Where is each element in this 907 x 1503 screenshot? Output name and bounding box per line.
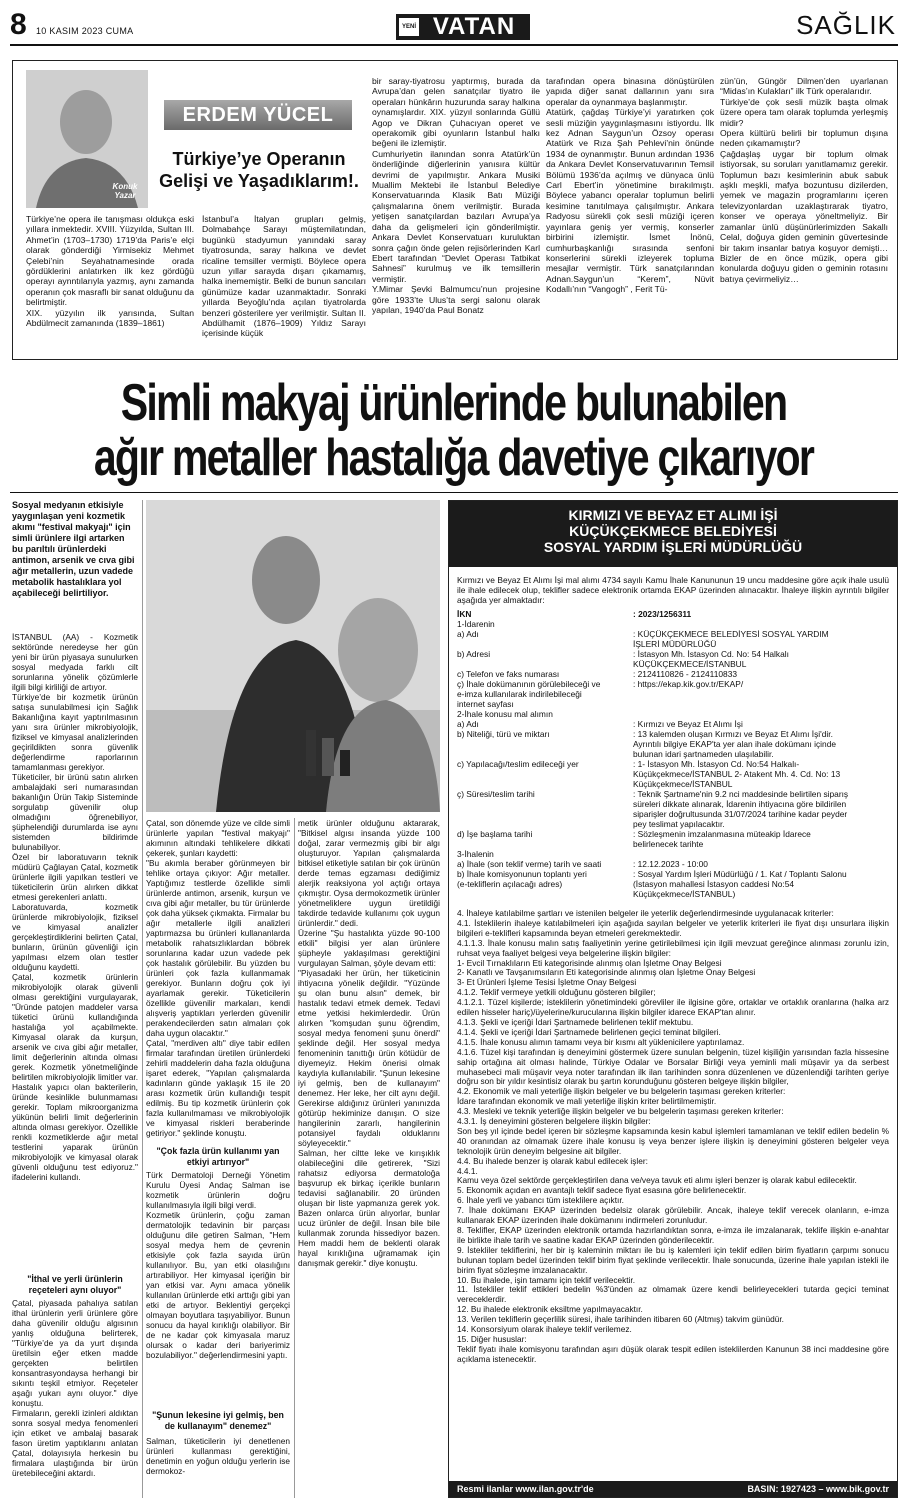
tender-row-value: : Teknik Şartname'nin 9.2 nci maddesinde belirtilen siparış süreleri dikkate alınarak, İdarenin ihtiyacına göre bildirilen siparişler doğrultusunda 31/07/2024 tarihine kadar peyder pey teslimat yapılacaktır. (633, 789, 849, 829)
article-col1: İSTANBUL (AA) - Kozmetik sektöründe neredeyse her gün yeni bir ürün piyasaya sunulurken sosyal medyada farklı cilt sorunlarına yönelik çözümlerle ilgili bilgi kirliliği de artıyor. Türkiye’de bir kozmetik ürünün satışa sunulabilmesi için Sağlık Bakanlığına kayıt yaptırılmasının yanı sıra ürünler mikrobiyolojik, fiziksel ve kimyasal analizlerinden geçirildikten sonra güvenlik değerlendirme raporlarının tamamlanması gerekiyor. Tüketiciler, bir ürünü satın alırken ambalajdaki seri numarasından bakanlığın Ürün Takip Sisteminde sorgulatıp güvenilir olup olmadığını öğrenebiliyor, şüphelendiği durumlarda ise aynı sistemden bildirimde bulunabiliyor. Özel bir laboratuvarın teknik müdürü Çağlayan Çatal, kozmetik ürünlerle ilgili yapılkan testleri ve tüketicilerin ürün alırken dikkat etmesi gerekenleri anlattı. Laboratuvarda, kozmetik ürünlerde mikrobiyolojik, fiziksel ve kimyasal analizler gerçekleştirdiklerini belirten Çatal, bunların, ürünün güvenliği için yapılması elzem olan testler olduğunu kaydetti. Çatal, kozmetik ürünlerin mikrobiyolojik olarak güvenli olması gerektiğini vurgulayarak, "Üründe patojen maddeler varsa tüketici ürünü kullandığında hastalığa yol açabilmekte. Kimyasal olarak da kurşun, arsenik ve cıva gibi ağır metaller, limit değerlerinin altında olması gerek. Kozmetik yönetmeliğinde belirtilen mikrobiyolojik limitler var. Hastalık yapıcı olan bakterilerin, üründe kesinlikle bulunmaması gerekir. Toplam mikroorganizma yükünün belirli limit değerlerinin altında olması gerekiyor. Özellikle renkli kozmetiklerde ağır metal testlerini yaparak ürünün mikrobiyolojik ve kimyasal olarak güvenli olduğunu test ediyoruz." ifadelerini kullandı. (12, 632, 138, 1182)
tender-row-key: ç) Süresi/teslim tarihi (457, 789, 535, 799)
tender-row (457, 759, 889, 789)
headline-rule (10, 492, 898, 493)
tender-row-key: 3-İhalenin (457, 849, 494, 859)
tender-title-3: SOSYAL YARDIM İŞLERİ MÜDÜRLÜĞÜ (543, 539, 803, 555)
author-photo (26, 70, 148, 208)
tender-footer (449, 1481, 897, 1497)
newspaper-logo (396, 14, 530, 40)
tender-row-value: : 2023/1256311 (633, 609, 692, 619)
tender-row-key: b) Adresi (457, 649, 491, 659)
logo-badge: YENİ (399, 18, 419, 36)
tender-row-value: : 12.12.2023 - 10:00 (633, 859, 708, 869)
tender-header (449, 501, 897, 567)
article-photo (146, 500, 440, 812)
article-col1b: Çatal, piyasada pahalıya satılan ithal ürünlerin yerli ürünlere göre daha güvenilir olduğu algısının yanlış olduğuna belirterek, "Türkiye’de ya da yurt dışında üretilsin eğer etken madde gerçekten belirtilen konsantrasyondaysa herhangi bir sıkıntı teşkil etmiyor. Reçeteler aşağı yukarı aynı oluyor." diye konuştu. Firmaların, gerekli izinleri aldıktan sonra sosyal medya fenomenleri için etiket ve ambalaj basarak fason üretim yaptıklarını anlatan Çatal, dolayısıyla herkesin bu firmalara ulaştığında bir ürün üretebileceğini aktardı. (12, 1298, 138, 1478)
column-text-5: zün’ün, Güngör Dilmen’den uyarlanan “Midas’ın Kulakları” ilk Türk operalarıdır. Türkiye’de çok sesli müzik başta olmak üzere opera tam olarak toplumda yerleşmiş midir? Opera kültürü belirli bir toplumun dışına neden çıkamamıştır? Çağdaşlaş uygar bir toplum olmak istiyorsak, su soruları yanıtlamamız gerekir. Toplumun bazı kesimlerinin abuk sabuk aşklı meşkli, mafya bozuntusu dizilerden, yemek ve magazin programlarını içeren televizyonlardan uzaklaştırarak tiyatro, konser ve operaya yöneltmeliyiz. Bir zamanlar ünlü düşünürlerimizden Sakallı Celal, doğuya giden geminin güvertesinde bir takım insanlar batıya koşuyor demişti… Bizler de en önce müzik, opera gibi konularda doğuyu giden o geminin rotasını batıya çevirmeliyiz… (720, 76, 888, 284)
header-rule (10, 44, 898, 46)
tender-row-key: a) Adı (457, 719, 479, 729)
tender-row-key: İKN (457, 609, 472, 619)
tender-row-value (633, 709, 889, 719)
author-name-banner (164, 100, 352, 130)
tender-row (457, 859, 889, 869)
tender-row (457, 669, 889, 679)
tender-row-value: : 13 kalemden oluşan Kırmızı ve Beyaz Et Alımı İşi'dir. Ayrıntılı bilgiye EKAP'ta yer alan ihale dokümanı içinde bulunan idari şartnameden ulaşılabilir. (633, 729, 837, 759)
tender-title-2: KÜÇÜKÇEKMECE BELEDİYESİ (569, 523, 777, 539)
page-number: 8 (10, 8, 27, 41)
tender-row-key: c) Yapılacağı/teslim edileceği yer (457, 759, 579, 769)
logo-text: VATAN (432, 13, 516, 40)
tender-title-1: KIRMIZI VE BEYAZ ET ALIMI İŞİ (568, 507, 778, 523)
tender-footer-left: Resmi ilanlar www.ilan.gov.tr'de (457, 1484, 594, 1494)
tender-row-value: : İstasyon Mh. İstasyon Cd. No: 54 Halkalı KÜÇÜKÇEKMECE/İSTANBUL (633, 649, 789, 669)
tender-row (457, 849, 889, 859)
tender-row (457, 729, 889, 759)
tender-details (457, 609, 889, 909)
article-subhead-2: "Çok fazla ürün kullanımı yan etkiyi artırıyor" (156, 1146, 280, 1167)
article-col3: metik ürünler olduğunu aktararak, "Bitkisel algısı insanda yüzde 100 doğal, zarar vermezmiş gibi bir algı oluşturuyor. Yapılan çalışmalarda bitkisel etiketiyle satılan bir çok ürünün derde temas egzaması dediğimiz alerjik reaksiyona yol açtığı ortaya çıkmıştır. Oysa dermokozmetik ürünler yönetmeliklere uygun üretildiği takdirde tedavide kullanımı çok uygun ürünlerdir." dedi. Üzerine "Şu hastalıkta yüzde 90-100 etkili" bilgisi yer alan ürünlere şüpheyle yaklaşılması gerektiğini vurgulayan Salman, şöyle devam etti: "Piyasadaki her ürün, her tüketicinin ihtiyacına yönelik değildir. "Yüzünde şu olan bunu alsın" demek, bir hastalık tedavi etmek demek. Tedavi etme yetkisi hekimlerdedir. Ürün alırken "komşudan şunu öğrendim, sosyal medya fenomeni şunu önerdi" şeklinde değil. Her sosyal medya fenomeninin tanıttığı ürün kötüdür de diyemeyiz. Hekim önerisi olmak kaydıyla kullanılabilir. "Şunun lekesine iyi gelmiş, ben de kullanayım" denemez. Her leke, her cilt aynı değil. Gerekirse aldığınız ürünleri yanınızda götürüp hekiminize danışın. O size hangilerinin zararlı, hangilerinin potansiyel faydalı olduklarını söyleyecektir." Salman, her ciltte leke ve kırışıklık olabileceğini dile getirerek, "Sizi rahatsız ediyorsa dermatoloğa başvurup ek birkaç içerikle bunların tedavisi sağlanabilir. 20 üründen oluşan bir liste yapmanıza gerek yok. Bazen onlarca ürün alıyorlar, bunlar ucuz ürünler de değil. İnsan bile bile kullanmak zorunda hissediyor bazen. Hem maddi hem de beklenti olarak hayal kırıklığına uğramamak için danışmak gerekir." diye konuştu. (298, 818, 440, 1268)
page-header (10, 8, 900, 54)
article-subhead-3: "Şunun lekesine iyi gelmiş, ben de kullanayım" denemez" (152, 1410, 284, 1431)
tender-row-value: : https://ekap.kik.gov.tr/EKAP/ (633, 679, 744, 689)
article-col2b: Türk Dermatoloji Derneği Yönetim Kurulu Üyesi Andaç Salman ise kozmetik ürünlerin doğru kullanılmasıyla ilgili bilgi verdi. Kozmetik ürünlerin, çoğu zaman dermatolojik tedavinin bir parçası olduğunu dile getiren Salman, "Hem sosyal medya hem de çevrenin etkisiyle çok fazla sayıda ürün kullanılıyor. Bu, yan etki olasılığını artırabiliyor. Her kimyasal içeriğin bir yan etkisi var. Aynı amaca yönelik kullanılan ürünlerde etki arttığı gibi yan etki de artıyor. Beklentiyi gerçekçi olmayan boyutlara taşıyabiliyor. Bunun sonucu da hayal kırıklığı olabiliyor. Bir de ne kadar çok kimyasala maruz olursak o kadar deri bariyerimiz bozulabiliyor." değerlendirmesini yaptı. (146, 1170, 290, 1360)
tender-row-key: 2-İhale konusu mal alımın (457, 709, 553, 719)
article-lead: Sosyal medyanın etkisiyle yaygınlaşan yeni kozmetik akımı "festival makyajı" için simli ürünlere ilgi artarken bu parıltılı ürünlerdeki antimon, arsenik ve cıva gibi ağır metallerin, uzun vadede metabolik hastalıklara yol açabileceği belirtiliyor. (12, 500, 135, 598)
tender-row-value: : KÜÇÜKÇEKMECE BELEDİYESİ SOSYAL YARDIM İŞLERİ MÜDÜRLÜĞÜ (633, 629, 829, 649)
tender-row-key: ç) İhale dokümanının görülebileceği ve e-imza kullanılarak indirilebileceği internet sayfası (457, 679, 601, 709)
tender-row (457, 649, 889, 669)
column-text-2: İstanbul’a İtalyan grupları gelmiş, Dolmabahçe Sarayı müştemilatından, bugünkü stadyumun yanındaki saray tiyatrosunda, saray halkına ve devlet ricaline temsiller vermişti. Böylece opera uzun yıllar sarayda dışarı çıkamamış, halka inememiştir. Belki de bunun sancıları günümüze kadar uzanmaktadır. Sonraki yıllarda Beyoğlu’nda açılan tiyatrolarda benzeri gösterilere yer verilmiştir. Sultan II. Abdülhamit (1876–1909) Yıldız Sarayı içerisinde küçük (202, 214, 366, 339)
tender-row-value: : Sosyal Yardım İşleri Müdürlüğü / 1. Kat / Toplantı Salonu (İstasyon mahallesi İstasyon caddesi No:54 Küçükçekmece/İSTANBUL) (633, 869, 847, 899)
tender-row (457, 789, 889, 829)
article-col2c: Salman, tüketicilerin iyi denetlenen ürünleri kullanması gerektiğini, denetimin en yoğun olduğu yerlerin ise dermokoz- (146, 1436, 290, 1476)
tender-row (457, 629, 889, 649)
tender-row-key: b) İhale komisyonunun toplantı yeri (e-tekliflerin açılacağı adres) (457, 869, 587, 889)
tender-row (457, 829, 889, 849)
article-divider-2 (294, 818, 295, 1498)
tender-row-value: : Kırmızı ve Beyaz Et Alımı İşi (633, 719, 743, 729)
headline-line-1: Simli makyaj ürünlerinde bulunabilen (120, 374, 787, 432)
author-caption: Konuk Yazar (112, 182, 138, 200)
tender-row (457, 719, 889, 729)
tender-row-value (633, 849, 889, 859)
tender-row-key: a) İhale (son teklif verme) tarih ve saati (457, 859, 602, 869)
tender-row-value (633, 619, 889, 629)
headline-line-2: ağır metaller hastalığa davetiye çıkarıyor (93, 429, 814, 487)
article-col2: Çatal, son dönemde yüze ve cilde simli ürünlerle yapılan "festival makyajı" akımının altındaki tehlikelere dikkati çekerek, şunları kaydetti: "Bu akımla beraber görünmeyen bir tehlike ortaya çıkıyor: Ağır metaller. Yaptığımız testlerde özellikle simli ürünlerde antimon, arsenik, kurşun ve cıva gibi ağır metaller, bu tür ürünlerde çok daha yüksek çıkmakta. Firmalar bu ağır metallerle ilgili analizleri yaptırmazsa bu ürünleri kullananlarda metabolik rahatsızlıklardan böbrek sorunlarına kadar uzun vadede pek çok hastalık görülebilir. Bu yüzden bu ürünleri çok fazla kullanmamak gerekiyor. Bunların doğru çok iyi ayarlamak gerekir. Tüketicilerin özellikle güvenilir markaları, kendi alışveriş yaptıkları yerlerden güvenilir perakendecilerden satın almaları çok daha uygun olacaktır." Çatal, "merdiven altı" diye tabir edilen firmalar tarafından üretilen ürünlerdeki zehirli maddelerin daha fazla olduğuna işaret ederek, "Yapılan çalışmalarda kadınların günde yaklaşık 15 ile 20 arası kozmetik ürün kullandığı tespit edilmiş. Bu tip kozmetik ürünlerin çok fazla kullanılmaması ve mikrobiyolojik ve kimyasal riskleri beraberinde getiriyor." şeklinde konuştu. (146, 818, 290, 1138)
column-text-4: tarafından opera binasına dönüştürülen yapıda diğer sanat dallarının yanı sıra operalar da oynanmaya başlanmıştır. Atatürk, çağdaş Türkiye’yi yaratırken çok sesli müziğin yaygınlaşmasını istiyordu. İlk kez Adnan Saygun’un Özsoy operası Atatürk ve Rıza Şah Pehlevi’nin önünde 1934 de oynanmıştır. Bunun ardından 1936 da Ankara Devlet Konservatuvarının Temsil Bölümü 1936’da açılmış ve dünyaca ünlü Carl Ebert’in yönetimine bırakılmıştı. Böylece yabancı operalar toplumun belirli kesimine tanıtılmaya çalışılmıştır. Ankara Radyosu sürekli çok sesli müziği içeren yayınlara geniş yer vermiş, konserler birbirini izlemiştir. İsmet İnönü, cumhurbaşkanlığı sırasında senfoni konserlerini sürekli izleyerek topluma mesajlar vermiştir. Türk sanatçılarından Adnan.Saygun’un “Kerem”, Nüvit Kodallı’nın “Vangogh” , Ferit Tü- (546, 76, 714, 295)
article-divider-1 (142, 500, 143, 1498)
tender-row (457, 869, 889, 899)
article-subhead-1: "İthal ve yerli ürünlerin reçeteleri aynı oluyor" (27, 1274, 123, 1295)
author-name: ERDEM YÜCEL (182, 104, 334, 126)
tender-row (457, 709, 889, 719)
tender-row-value: : Sözleşmenin imzalanmasına müteakip İdarece belirlenecek tarihte (633, 829, 811, 849)
tender-row-value: : 1- İstasyon Mh. İstasyon Cd. No:54 Halkalı- Küçükçekmece/İSTANBUL 2- Atakent Mh. 4. Cd. No: 13 Küçükçekmece/İSTANBUL (633, 759, 841, 789)
tender-row-key: a) Adı (457, 629, 479, 639)
tender-row-key: 1-İdarenin (457, 619, 495, 629)
issue-date: 10 KASIM 2023 CUMA (36, 26, 134, 36)
tender-row (457, 679, 889, 709)
tender-footer-right: BASIN: 1927423 – www.bik.gov.tr (747, 1484, 889, 1494)
section-title: SAĞLIK (796, 10, 896, 40)
column-text-3: bir saray-tiyatrosu yaptırmış, burada da Avrupa’dan gelen sanatçılar tiyatro ile operaları hünkârın huzurunda saray halkına oynamışlardır. XIX. yüzyıl sonlarında Güllü Agop ve Dikran Çuhacıyan operet ve operakomik gibi oyunların İstanbul halkı beğeni ile izlemiştir. Cumhuriyetin ilanından sonra Atatürk’ün önderliğinde diğerlerinin yanısıra kültür devrimi de yapılmıştır. Ankara Musiki Muallim Mektebi ile İstanbul Belediye Konservatuarında Klasik Batı Müziği çalışmalarına önem verilmiştir. Burada yetişen sanatçılardan bazıları Avrupa’ya daha da gelişmeleri için gönderilmiştir. Ankara Devlet Konservatuarı kuruluktan sonra çağın önde gelen rejisörlerinden Karl Ebert tarafından “Devlet Operası Tatbikat Sahnesi” kurulmuş ve ilk temsillerin vermiştir. Y.Mimar Şevki Balmumcu’nun projesine göre 1933’te Ulus’ta sergi salonu olarak yapılan, 1940’da Paul Bonatz (372, 76, 540, 315)
tender-notice (448, 500, 898, 1498)
tender-intro: Kırmızı ve Beyaz Et Alımı İşi mal alımı 4734 sayılı Kamu İhale Kanununun 19 uncu maddesine göre açık ihale usulü ile ihale edilecek olup, teklifler sadece elektronik ortamda EKAP üzerinden alınacaktır. İhaleye ilişkin ayrıntılı bilgiler aşağıda yer almaktadır: (457, 575, 889, 606)
tender-row-key: c) Telefon ve faks numarası (457, 669, 560, 679)
tender-row-key: d) İşe başlama tarihi (457, 829, 533, 839)
column-text-1: Türkiye’ne opera ile tanışması oldukça eski yıllara inmektedir. XVIII. Yüzyılda, Sultan III. Ahmet’in (1703–1730) 1719’da Paris’e elçi olarak gönderdiği Yirmisekiz Mehmet Çelebi’nin Seyahatnamesinde orada gördüklerini anlatırken ilk kez gördüğü operayı aynntılarıyla yazmış, aynı zamanda operanın çok masraflı bir sanat olduğunu da belirtmiştir. XIX. yüzyılın ilk yarısında, Sultan Abdülmecit zamanında (1839–1861) (26, 214, 194, 329)
tender-row (457, 619, 889, 629)
tender-row-value: : 2124110826 - 2124110833 (633, 669, 738, 679)
column-title: Türkiye’ye Operanın Gelişi ve Yaşadıklarım!. (159, 149, 359, 191)
tender-row (457, 609, 889, 619)
tender-body: 4. İhaleye katılabilme şartları ve istenilen belgeler ile yeterlik değerlendirmesinde uygulanacak kriterler: 4.1. İsteklilerin ihaleye katılabilmeleri için aşağıda sayılan belgeler ve yeterlik kriterleri ile fiyat dışı unsurlara ilişkin bilgileri e-teklifleri kapsamında beyan etmeleri gerekmektedir. 4.1.1.3. İhale konusu malın satış faaliyetinin yerine getirilebilmesi için ilgili mevzuat gereğince alınması zorunlu izin, ruhsat veya faaliyet belgesi veya belgelerine ilişkin bilgiler: 1- Evcil Tırnaklıların Eti kategorisinde alınmış olan İşletme Onay Belgesi 2- Kanatlı ve Tavşanımsıların Eti kategorisinde alınmış olan İşletme Onay Belgesi 3- Et Ürünleri İşleme Tesisi İşletme Onay Belgesi 4.1.2. Teklif vermeye yetkili olduğunu gösteren bilgiler; 4.1.2.1. Tüzel kişilerde; isteklilerin yönetimindeki görevliler ile ilgisine göre, ortaklar ve ortaklık oranlarına (halka arz edilen hisseler hariç)/üyelerine/kurucularına ilişkin bilgiler idarece EKAP'tan alınır. 4.1.3. Şekli ve içeriği İdari Şartnamede belirlenen teklif mektubu. 4.1.4. Şekli ve içeriği İdari Şartnamede belirlenen geçici teminat bilgileri. 4.1.5. İhale konusu alımın tamamı veya bir kısmı alt yüklenicilere yaptırılamaz. 4.1.6. Tüzel kişi tarafından iş deneyimini göstermek üzere sunulan belgenin, tüzel kişiliğin yarısından fazla hissesine sahip ortağına ait olması halinde, Türkiye Odalar ve Borsalar Birliği veya yeminli mali müşavir ya da serbest muhasebeci mali müşavir veya noter tarafından ilk ilan tarihinden sonra düzenlenen ve düzenlendiği tarihten geriye doğru son bir yıldır kesintisiz olarak bu şartın korunduğunu gösteren belgeye ilişkin bilgiler, 4.2. Ekonomik ve mali yeterliğe ilişkin belgeler ve bu belgelerin taşıması gereken kriterler: İdare tarafından ekonomik ve mali yeterliğe ilişkin kriter belirtilmemiştir. 4.3. Mesleki ve teknik yeterliğe ilişkin belgeler ve bu belgelerin taşıması gereken kriterler: 4.3.1. İş deneyimini gösteren belgelere ilişkin bilgiler: Son beş yıl içinde bedel içeren bir sözleşme kapsamında kesin kabul işlemleri tamamlanan ve teklif edilen bedelin % 40 oranından az olmamak üzere ihale konusu iş veya benzer işlere ilişkin iş deneyimini gösteren belgeler veya teknolojik ürün deneyim belgesine ait bilgiler. 4.4. Bu ihalede benzer iş olarak kabul edilecek işler: 4.4.1. Kamu veya özel sektörde gerçekleştirilen dana ve/veya tavuk eti alımı işleri benzer iş olarak kabul edilecektir. 5. Ekonomik açıdan en avantajlı teklif sadece fiyat esasına göre belirlenecektir. 6. İhale yerli ve yabancı tüm isteklilere açıktır. 7. İhale dokümanı EKAP üzerinden bedelsiz olarak görülebilir. Ancak, ihaleye teklif verecek olanların, e-imza kullanarak EKAP üzerinden ihale dokümanını indirmeleri zorunludur. 8. Teklifler, EKAP üzerinden elektronik ortamda hazırlandıktan sonra, e-imza ile imzalanarak, teklife ilişkin e-anahtar ile birlikte ihale tarih ve saatine kadar EKAP üzerinden gönderilecektir. 9. İstekliler tekliflerini, her bir iş kaleminin miktarı ile bu iş kalemleri için teklif edilen birim fiyatların çarpımı sonucu bulunan toplam bedel üzerinden teklif birim fiyat şeklinde verilecektir. İhale sonucunda, üzerine ihale yapılan istekli ile birim fiyat sözleşme imzalanacaktır. 10. Bu ihalede, işin tamamı için teklif verilecektir. 11. İstekliler teklif ettikleri bedelin %3'ünden az olmamak üzere kendi belirleyecekleri tutarda geçici teminat vereceklerdir. 12. Bu ihalede elektronik eksiltme yapılmayacaktır. 13. Verilen tekliflerin geçerlilik süresi, ihale tarihinden itibaren 60 (Altmış) takvim günüdür. 14. Konsorsiyum olarak ihaleye teklif verilemez. 15. Diğer hususlar: Teklif fiyatı ihale komisyonu tarafından aşırı düşük olarak tespit edilen isteklilerden Kanunun 38 inci maddesine göre açıklama istenecektir. (457, 909, 889, 1364)
tender-row-key: b) Niteliği, türü ve miktarı (457, 729, 550, 739)
